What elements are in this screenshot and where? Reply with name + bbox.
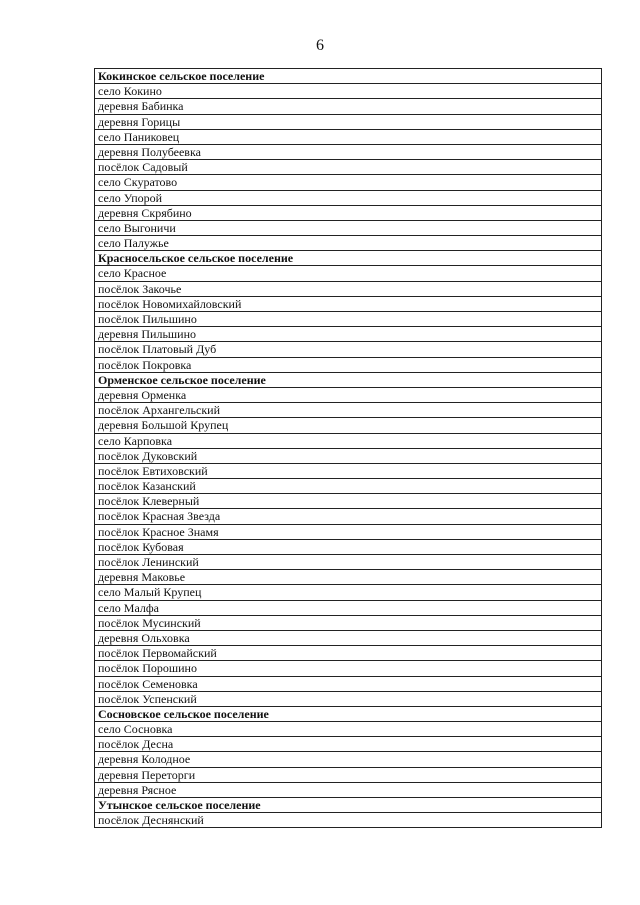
- locality-row: посёлок Клеверный: [95, 494, 601, 509]
- locality-row: деревня Горицы: [95, 115, 601, 130]
- locality-row: село Красное: [95, 266, 601, 281]
- locality-row: посёлок Мусинский: [95, 616, 601, 631]
- locality-row: посёлок Десна: [95, 737, 601, 752]
- locality-row: село Малфа: [95, 601, 601, 616]
- locality-row: посёлок Ленинский: [95, 555, 601, 570]
- locality-row: деревня Бабинка: [95, 99, 601, 114]
- locality-row: посёлок Садовый: [95, 160, 601, 175]
- locality-row: посёлок Красная Звезда: [95, 509, 601, 524]
- locality-row: село Скуратово: [95, 175, 601, 190]
- locality-row: село Кокино: [95, 84, 601, 99]
- locality-row: деревня Рясное: [95, 783, 601, 798]
- locality-row: село Палужье: [95, 236, 601, 251]
- locality-row: посёлок Деснянский: [95, 813, 601, 828]
- settlement-table: [94, 68, 602, 828]
- locality-row: деревня Пильшино: [95, 327, 601, 342]
- locality-row: деревня Орменка: [95, 388, 601, 403]
- locality-row: деревня Большой Крупец: [95, 418, 601, 433]
- locality-row: посёлок Дуковский: [95, 449, 601, 464]
- locality-row: село Карповка: [95, 434, 601, 449]
- page-number: 6: [316, 37, 324, 54]
- locality-row: посёлок Первомайский: [95, 646, 601, 661]
- locality-row: посёлок Архангельский: [95, 403, 601, 418]
- locality-row: село Упорой: [95, 191, 601, 206]
- settlement-header-row: Красносельское сельское поселение: [95, 251, 601, 266]
- locality-row: посёлок Казанский: [95, 479, 601, 494]
- locality-row: посёлок Закочье: [95, 282, 601, 297]
- locality-row: посёлок Платовый Дуб: [95, 342, 601, 357]
- locality-row: посёлок Пильшино: [95, 312, 601, 327]
- locality-row: посёлок Новомихайловский: [95, 297, 601, 312]
- locality-row: село Паниковец: [95, 130, 601, 145]
- locality-row: посёлок Евтиховский: [95, 464, 601, 479]
- locality-row: посёлок Кубовая: [95, 540, 601, 555]
- locality-row: деревня Маковье: [95, 570, 601, 585]
- locality-row: деревня Ольховка: [95, 631, 601, 646]
- locality-row: село Выгоничи: [95, 221, 601, 236]
- locality-row: село Сосновка: [95, 722, 601, 737]
- settlement-header-row: Орменское сельское поселение: [95, 373, 601, 388]
- settlement-header-row: Сосновское сельское поселение: [95, 707, 601, 722]
- locality-row: деревня Колодное: [95, 752, 601, 767]
- locality-row: деревня Полубеевка: [95, 145, 601, 160]
- locality-row: посёлок Успенский: [95, 692, 601, 707]
- locality-row: посёлок Семеновка: [95, 677, 601, 692]
- settlement-header-row: Кокинское сельское поселение: [95, 69, 601, 84]
- locality-row: деревня Скрябино: [95, 206, 601, 221]
- settlement-header-row: Утынское сельское поселение: [95, 798, 601, 813]
- locality-row: посёлок Покровка: [95, 358, 601, 373]
- locality-row: посёлок Красное Знамя: [95, 525, 601, 540]
- locality-row: посёлок Порошино: [95, 661, 601, 676]
- locality-row: село Малый Крупец: [95, 585, 601, 600]
- locality-row: деревня Переторги: [95, 768, 601, 783]
